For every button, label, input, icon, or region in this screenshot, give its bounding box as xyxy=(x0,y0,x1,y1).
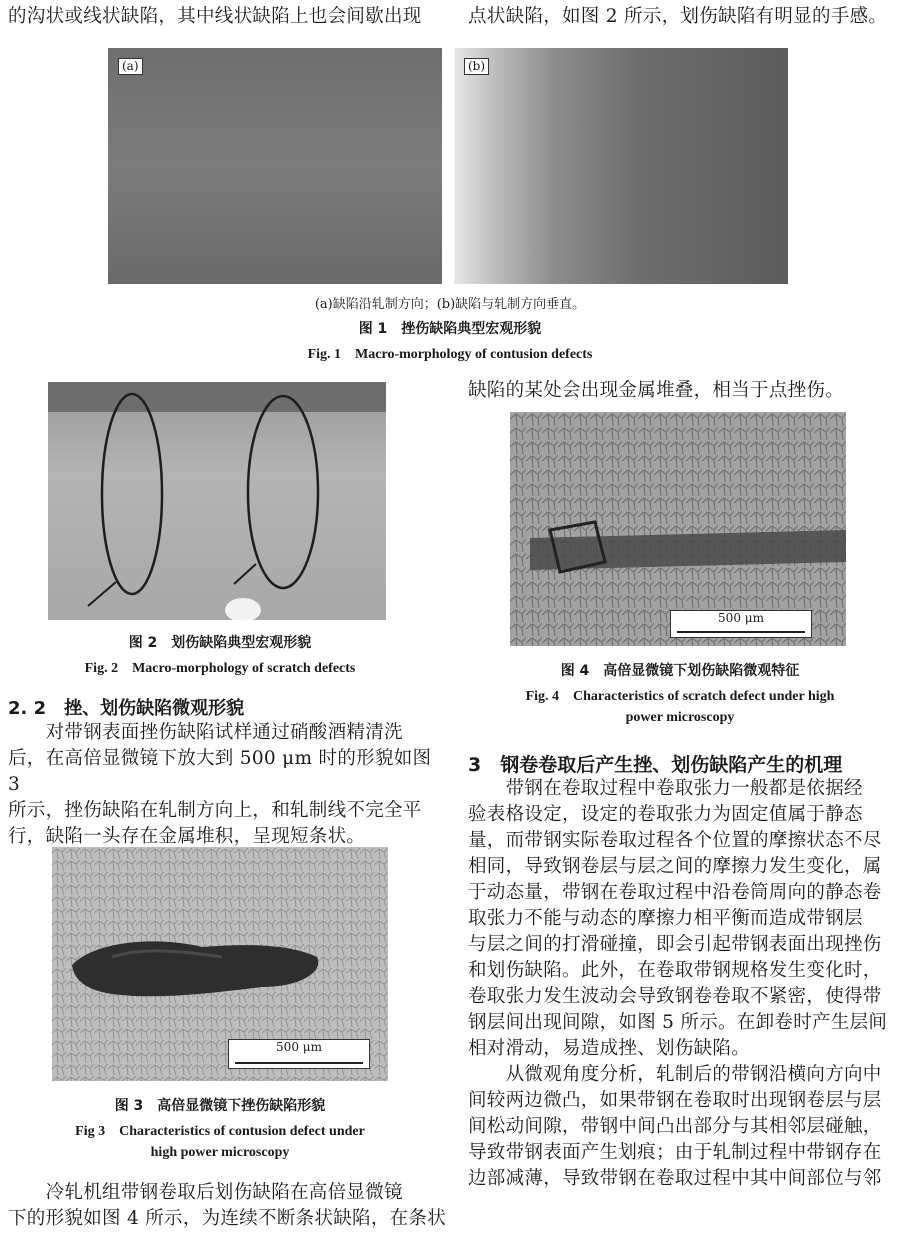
figure-1b-photo xyxy=(454,48,788,284)
text-line: 导致带钢表面产生划痕；由于轧制过程中带钢存在 xyxy=(468,1142,882,1163)
figure-3-micrograph xyxy=(52,847,388,1081)
text-line: 冷轧机组带钢卷取后划伤缺陷在高倍显微镜 xyxy=(8,1182,403,1203)
text-line: 后，在高倍显微镜下放大到 500 μm 时的形貌如图 3 xyxy=(8,748,432,795)
text-line: 行，缺陷一头存在金属堆积，呈现短条状。 xyxy=(8,826,366,847)
text-line: 相同，导致钢卷层与层之间的摩擦力发生变化，属 xyxy=(468,856,882,877)
text-line: 与层之间的打滑碰撞，即会引起带钢表面出现挫伤 xyxy=(468,934,882,955)
text-line: 取张力不能与动态的摩擦力相平衡而造成带钢层 xyxy=(468,908,863,929)
figure-3-scale-bar xyxy=(228,1039,370,1069)
figure-4-caption-cn: 图 4 高倍显微镜下划伤缺陷微观特征 xyxy=(560,663,800,679)
text-line: 相对滑动，易造成挫、划伤缺陷。 xyxy=(468,1038,751,1059)
section-3-body xyxy=(468,776,898,1192)
right-intro-line: 缺陷的某处会出现金属堆叠，相当于点挫伤。 xyxy=(468,380,845,401)
figure-4-caption-en-2: power microscopy xyxy=(625,710,735,725)
figure-4-caption-en-1: Fig. 4 Characteristics of scratch defect under high xyxy=(525,689,835,704)
text-line: 从微观角度分析，轧制后的带钢沿横向方向中 xyxy=(468,1064,882,1085)
figure-4-micrograph xyxy=(510,412,846,646)
figure-3-caption-en-2: high power microscopy xyxy=(150,1145,290,1160)
text-line: 和划伤缺陷。此外，在卷取带钢规格发生变化时， xyxy=(468,960,882,981)
figure-2-caption-cn: 图 2 划伤缺陷典型宏观形貌 xyxy=(128,635,312,651)
scale-line xyxy=(235,1062,363,1064)
section-2-2-body xyxy=(8,720,448,850)
figure-1a-label: (a) xyxy=(118,58,143,75)
figure-3-caption-en-1: Fig 3 Characteristics of contusion defect under xyxy=(75,1124,365,1139)
left-top-line: 的沟状或线状缺陷，其中线状缺陷上也会间歇出现 xyxy=(8,6,422,27)
text-line: 卷取张力发生波动会导致钢卷卷取不紧密，使得带 xyxy=(468,986,882,1007)
text-line: 钢层间出现间隙，如图 5 所示。在卸卷时产生层间 xyxy=(468,1012,888,1033)
figure-3-scale-label: 500 μm xyxy=(276,1040,322,1054)
text-line: 对带钢表面挫伤缺陷试样通过硝酸酒精清洗 xyxy=(8,722,403,743)
text-line: 带钢在卷取过程中卷取张力一般都是依据经 xyxy=(468,778,863,799)
bottom-left-paragraph xyxy=(8,1180,448,1232)
figure-1-caption-cn: 图 1 挫伤缺陷典型宏观形貌 xyxy=(358,321,542,337)
figure-1a-photo xyxy=(108,48,442,284)
text-line: 验表格设定，设定的卷取张力为固定值属于静态 xyxy=(468,804,863,825)
text-line: 量，而带钢实际卷取过程各个位置的摩擦状态不尽 xyxy=(468,830,882,851)
figure-3-caption-cn: 图 3 高倍显微镜下挫伤缺陷形貌 xyxy=(114,1098,326,1114)
text-line: 下的形貌如图 4 所示，为连续不断条状缺陷，在条状 xyxy=(8,1208,447,1229)
scratch-outline-drawing xyxy=(48,382,386,620)
figure-1-caption-en: Fig. 1 Macro-morphology of contusion defects xyxy=(307,347,593,362)
text-line: 间松动间隙，带钢中间凸出部分与其相邻层碰触， xyxy=(468,1116,882,1137)
figure-1-subcaption: (a)缺陷沿轧制方向；(b)缺陷与轧制方向垂直。 xyxy=(314,297,586,312)
figure-2-photo xyxy=(48,382,386,620)
scale-line xyxy=(677,631,805,633)
figure-4-scale-bar xyxy=(670,610,812,638)
text-line: 所示，挫伤缺陷在轧制方向上，和轧制线不完全平 xyxy=(8,800,422,821)
right-top-line: 点状缺陷，如图 2 所示，划伤缺陷有明显的手感。 xyxy=(468,6,888,27)
figure-2-caption-en: Fig. 2 Macro-morphology of scratch defects xyxy=(84,661,356,676)
text-line: 于动态量，带钢在卷取过程中沿卷筒周向的静态卷 xyxy=(468,882,882,903)
text-line: 间较两边微凸，如果带钢在卷取时出现钢卷层与层 xyxy=(468,1090,882,1111)
figure-1b-label: (b) xyxy=(464,58,489,75)
section-2-2-heading: 2. 2 挫、划伤缺陷微观形貌 xyxy=(8,698,245,719)
figure-4-scale-label: 500 μm xyxy=(718,611,764,625)
section-3-heading: 3 钢卷卷取后产生挫、划伤缺陷产生的机理 xyxy=(468,754,843,776)
text-line: 边部减薄，导致带钢在卷取过程中其中间部位与邻 xyxy=(468,1168,882,1189)
